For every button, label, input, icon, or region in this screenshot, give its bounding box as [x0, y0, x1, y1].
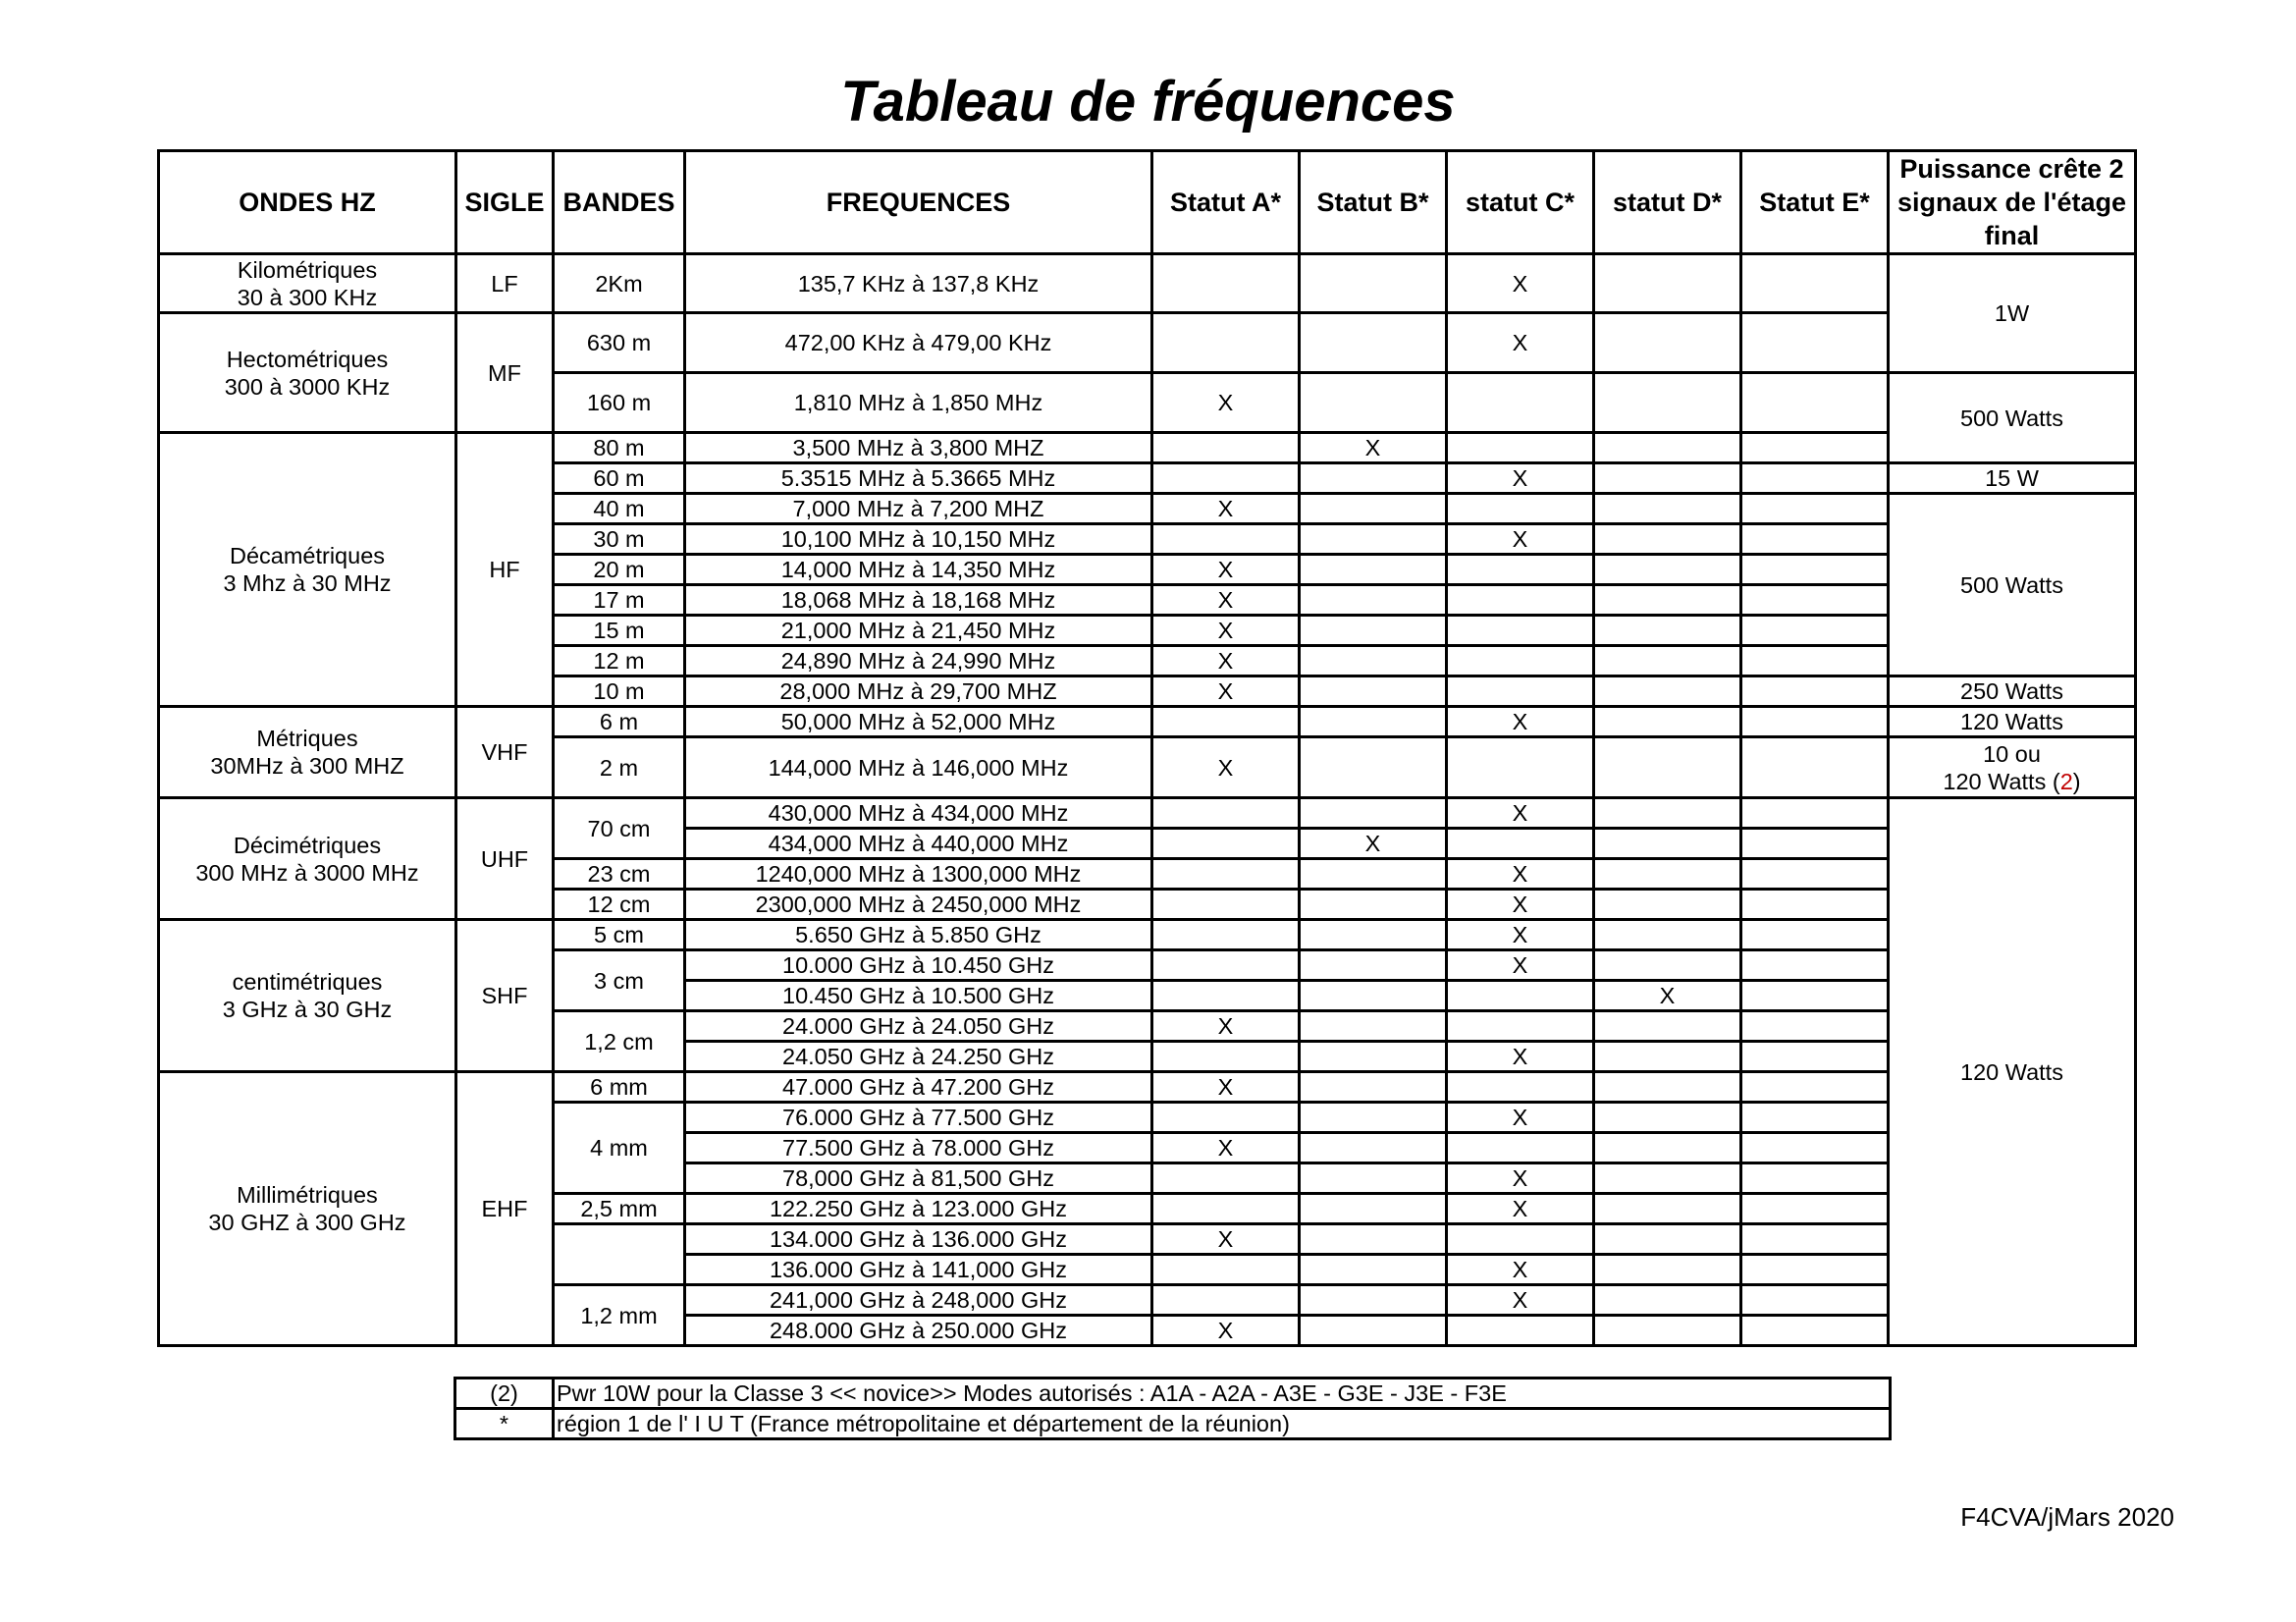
status-d-cell: [1594, 463, 1741, 494]
status-e-cell: [1741, 1194, 1889, 1224]
frequency-cell: 10.450 GHz à 10.500 GHz: [685, 981, 1152, 1011]
status-e-cell: [1741, 254, 1889, 313]
status-e-cell: [1741, 676, 1889, 707]
status-mark-cell: X: [1152, 1316, 1300, 1346]
zone-range: 3 GHz à 30 GHz: [222, 997, 393, 1022]
status-mark-cell: X: [1300, 829, 1447, 859]
sigle-cell: VHF: [456, 707, 554, 798]
status-a-cell: [1152, 1042, 1300, 1072]
status-mark-cell: X: [1447, 1285, 1594, 1316]
power-cell: 250 Watts: [1889, 676, 2136, 707]
header-statut-c: statut C*: [1447, 151, 1594, 254]
sigle-cell: HF: [456, 433, 554, 707]
status-mark-cell: X: [1447, 313, 1594, 373]
status-mark-cell: X: [1152, 1133, 1300, 1163]
frequency-cell: 1240,000 MHz à 1300,000 MHz: [685, 859, 1152, 890]
status-b-cell: [1300, 1255, 1447, 1285]
status-a-cell: [1152, 433, 1300, 463]
band-cell: 4 mm: [554, 1103, 685, 1194]
status-a-cell: [1152, 254, 1300, 313]
status-d-cell: [1594, 737, 1741, 798]
status-d-cell: [1594, 676, 1741, 707]
frequency-cell: 7,000 MHz à 7,200 MHZ: [685, 494, 1152, 524]
frequency-cell: 47.000 GHz à 47.200 GHz: [685, 1072, 1152, 1103]
status-d-cell: [1594, 1224, 1741, 1255]
status-mark-cell: X: [1152, 737, 1300, 798]
status-e-cell: [1741, 1103, 1889, 1133]
status-d-cell: [1594, 524, 1741, 555]
status-a-cell: [1152, 950, 1300, 981]
note-row: [455, 1379, 1891, 1409]
status-d-cell: [1594, 859, 1741, 890]
status-mark-cell: X: [1447, 524, 1594, 555]
status-e-cell: [1741, 463, 1889, 494]
table-row: [159, 433, 2136, 463]
note-key: *: [455, 1409, 554, 1439]
status-mark-cell: X: [1152, 1011, 1300, 1042]
power-cell: [1889, 737, 2136, 798]
band-cell: 10 m: [554, 676, 685, 707]
status-b-cell: [1300, 646, 1447, 676]
table-row: [159, 707, 2136, 737]
band-cell: 15 m: [554, 616, 685, 646]
status-e-cell: [1741, 616, 1889, 646]
status-a-cell: [1152, 313, 1300, 373]
status-a-cell: [1152, 1194, 1300, 1224]
frequency-cell: 77.500 GHz à 78.000 GHz: [685, 1133, 1152, 1163]
status-e-cell: [1741, 890, 1889, 920]
status-c-cell: [1447, 646, 1594, 676]
status-d-cell: [1594, 829, 1741, 859]
status-d-cell: [1594, 646, 1741, 676]
page-title: Tableau de fréquences: [840, 70, 1456, 134]
band-cell: 1,2 cm: [554, 1011, 685, 1072]
header-statut-a: Statut A*: [1152, 151, 1300, 254]
status-d-cell: [1594, 920, 1741, 950]
band-cell: 2 m: [554, 737, 685, 798]
status-mark-cell: X: [1447, 1103, 1594, 1133]
zone-name: Métriques: [256, 726, 358, 751]
status-c-cell: [1447, 1224, 1594, 1255]
zone-range: 300 à 3000 KHz: [224, 373, 391, 400]
status-a-cell: [1152, 859, 1300, 890]
frequency-cell: 3,500 MHz à 3,800 MHZ: [685, 433, 1152, 463]
power-cell: 120 Watts: [1889, 798, 2136, 1346]
band-cell: 1,2 mm: [554, 1285, 685, 1346]
status-mark-cell: X: [1447, 920, 1594, 950]
frequency-cell: 5.650 GHz à 5.850 GHz: [685, 920, 1152, 950]
table-row: [159, 313, 2136, 373]
zone-name: Décamétriques: [229, 543, 386, 568]
status-c-cell: [1447, 555, 1594, 585]
band-cell: 40 m: [554, 494, 685, 524]
status-a-cell: [1152, 707, 1300, 737]
power-cell: 15 W: [1889, 463, 2136, 494]
status-mark-cell: X: [1447, 859, 1594, 890]
status-c-cell: [1447, 1011, 1594, 1042]
status-e-cell: [1741, 494, 1889, 524]
zone-cell: [159, 313, 456, 433]
status-e-cell: [1741, 313, 1889, 373]
frequency-cell: 28,000 MHz à 29,700 MHZ: [685, 676, 1152, 707]
status-b-cell: [1300, 737, 1447, 798]
status-b-cell: [1300, 1224, 1447, 1255]
frequency-cell: 24.000 GHz à 24.050 GHz: [685, 1011, 1152, 1042]
status-c-cell: [1447, 494, 1594, 524]
band-cell: 12 m: [554, 646, 685, 676]
zone-cell: [159, 707, 456, 798]
status-c-cell: [1447, 676, 1594, 707]
status-mark-cell: X: [1594, 981, 1741, 1011]
status-mark-cell: X: [1152, 646, 1300, 676]
note-text: région 1 de l' I U T (France métropolitaine et département de la réunion): [554, 1409, 1891, 1439]
status-e-cell: [1741, 737, 1889, 798]
frequency-cell: 122.250 GHz à 123.000 GHz: [685, 1194, 1152, 1224]
status-e-cell: [1741, 1011, 1889, 1042]
frequency-cell: 10,100 MHz à 10,150 MHz: [685, 524, 1152, 555]
status-c-cell: [1447, 981, 1594, 1011]
frequency-cell: 472,00 KHz à 479,00 KHz: [685, 313, 1152, 373]
status-b-cell: [1300, 585, 1447, 616]
zone-name: Millimétriques: [237, 1182, 378, 1208]
status-e-cell: [1741, 433, 1889, 463]
status-d-cell: [1594, 585, 1741, 616]
header-statut-e: Statut E*: [1741, 151, 1889, 254]
status-e-cell: [1741, 829, 1889, 859]
status-e-cell: [1741, 1072, 1889, 1103]
frequency-cell: 78,000 GHz à 81,500 GHz: [685, 1163, 1152, 1194]
sigle-cell: MF: [456, 313, 554, 433]
status-e-cell: [1741, 798, 1889, 829]
power-value: 10 ou: [1983, 740, 2041, 767]
power-cell: 120 Watts: [1889, 707, 2136, 737]
status-d-cell: [1594, 1133, 1741, 1163]
frequency-cell: 248.000 GHz à 250.000 GHz: [685, 1316, 1152, 1346]
zone-name: centimétriques: [232, 969, 383, 995]
status-b-cell: [1300, 373, 1447, 433]
frequency-cell: 144,000 MHz à 146,000 MHz: [685, 737, 1152, 798]
band-cell: 630 m: [554, 313, 685, 373]
band-cell: 12 cm: [554, 890, 685, 920]
status-a-cell: [1152, 1255, 1300, 1285]
status-d-cell: [1594, 798, 1741, 829]
status-mark-cell: X: [1447, 1042, 1594, 1072]
footnote-ref: 2: [2059, 768, 2073, 794]
status-b-cell: [1300, 676, 1447, 707]
status-a-cell: [1152, 981, 1300, 1011]
status-e-cell: [1741, 1133, 1889, 1163]
band-cell: 2,5 mm: [554, 1194, 685, 1224]
band-cell: 23 cm: [554, 859, 685, 890]
frequency-cell: 134.000 GHz à 136.000 GHz: [685, 1224, 1152, 1255]
frequency-cell: 76.000 GHz à 77.500 GHz: [685, 1103, 1152, 1133]
status-b-cell: [1300, 950, 1447, 981]
zone-name: Kilométriques: [237, 256, 378, 283]
frequency-cell: 10.000 GHz à 10.450 GHz: [685, 950, 1152, 981]
status-mark-cell: X: [1447, 1255, 1594, 1285]
status-a-cell: [1152, 890, 1300, 920]
band-cell: [554, 1224, 685, 1285]
frequency-cell: 24,890 MHz à 24,990 MHz: [685, 646, 1152, 676]
status-d-cell: [1594, 313, 1741, 373]
status-e-cell: [1741, 555, 1889, 585]
note-row: [455, 1409, 1891, 1439]
status-d-cell: [1594, 616, 1741, 646]
status-e-cell: [1741, 646, 1889, 676]
header-statut-b: Statut B*: [1300, 151, 1447, 254]
status-mark-cell: X: [1447, 707, 1594, 737]
band-cell: 2Km: [554, 254, 685, 313]
header-frequences: FREQUENCES: [685, 151, 1152, 254]
status-d-cell: [1594, 1042, 1741, 1072]
status-mark-cell: X: [1300, 433, 1447, 463]
status-e-cell: [1741, 1042, 1889, 1072]
note-text: Pwr 10W pour la Classe 3 << novice>> Modes autorisés : A1A - A2A - A3E - G3E - J3E - F3E: [554, 1379, 1891, 1409]
status-c-cell: [1447, 585, 1594, 616]
status-e-cell: [1741, 1316, 1889, 1346]
power-cell: 1W: [1889, 254, 2136, 373]
status-b-cell: [1300, 1042, 1447, 1072]
status-mark-cell: X: [1447, 254, 1594, 313]
zone-range: 3 Mhz à 30 MHz: [223, 570, 392, 596]
table-row: [159, 920, 2136, 950]
zone-cell: [159, 254, 456, 313]
power-value: 120 Watts (: [1943, 768, 2060, 794]
zone-range: 30 à 300 KHz: [237, 284, 378, 310]
band-cell: 80 m: [554, 433, 685, 463]
status-b-cell: [1300, 1072, 1447, 1103]
frequency-table: [157, 149, 2137, 1347]
header-puissance: Puissance crête 2 signaux de l'étage final: [1889, 151, 2136, 254]
status-a-cell: [1152, 920, 1300, 950]
status-mark-cell: X: [1152, 555, 1300, 585]
status-b-cell: [1300, 981, 1447, 1011]
status-c-cell: [1447, 433, 1594, 463]
band-cell: 20 m: [554, 555, 685, 585]
table-row: [159, 1072, 2136, 1103]
header-statut-d: statut D*: [1594, 151, 1741, 254]
status-d-cell: [1594, 1255, 1741, 1285]
status-d-cell: [1594, 1316, 1741, 1346]
zone-cell: [159, 433, 456, 707]
status-d-cell: [1594, 433, 1741, 463]
status-b-cell: [1300, 1011, 1447, 1042]
header-ondes: ONDES HZ: [159, 151, 456, 254]
band-cell: 5 cm: [554, 920, 685, 950]
band-cell: 70 cm: [554, 798, 685, 859]
status-e-cell: [1741, 981, 1889, 1011]
zone-range: 300 MHz à 3000 MHz: [195, 859, 419, 886]
status-b-cell: [1300, 254, 1447, 313]
status-a-cell: [1152, 1163, 1300, 1194]
status-d-cell: [1594, 254, 1741, 313]
frequency-cell: 2300,000 MHz à 2450,000 MHz: [685, 890, 1152, 920]
status-b-cell: [1300, 798, 1447, 829]
status-e-cell: [1741, 1224, 1889, 1255]
sigle-cell: UHF: [456, 798, 554, 920]
zone-range: 30 GHZ à 300 GHz: [208, 1210, 406, 1235]
band-cell: 17 m: [554, 585, 685, 616]
status-d-cell: [1594, 1072, 1741, 1103]
status-c-cell: [1447, 373, 1594, 433]
zone-cell: [159, 798, 456, 920]
status-d-cell: [1594, 555, 1741, 585]
frequency-cell: 136.000 GHz à 141,000 GHz: [685, 1255, 1152, 1285]
status-e-cell: [1741, 1255, 1889, 1285]
frequency-cell: 50,000 MHz à 52,000 MHz: [685, 707, 1152, 737]
status-mark-cell: X: [1152, 373, 1300, 433]
sigle-cell: SHF: [456, 920, 554, 1072]
status-mark-cell: X: [1152, 1072, 1300, 1103]
status-e-cell: [1741, 1163, 1889, 1194]
frequency-cell: 1,810 MHz à 1,850 MHz: [685, 373, 1152, 433]
status-mark-cell: X: [1152, 585, 1300, 616]
status-e-cell: [1741, 373, 1889, 433]
status-b-cell: [1300, 1133, 1447, 1163]
status-d-cell: [1594, 1163, 1741, 1194]
status-a-cell: [1152, 1285, 1300, 1316]
status-mark-cell: X: [1447, 1194, 1594, 1224]
power-value: ): [2072, 768, 2081, 794]
status-c-cell: [1447, 737, 1594, 798]
note-key: (2): [455, 1379, 554, 1409]
status-a-cell: [1152, 524, 1300, 555]
status-mark-cell: X: [1447, 463, 1594, 494]
frequency-cell: 14,000 MHz à 14,350 MHz: [685, 555, 1152, 585]
table-row: [159, 798, 2136, 829]
status-e-cell: [1741, 920, 1889, 950]
status-b-cell: [1300, 859, 1447, 890]
status-b-cell: [1300, 1103, 1447, 1133]
status-d-cell: [1594, 1194, 1741, 1224]
zone-name: Hectométriques: [226, 346, 389, 372]
status-a-cell: [1152, 798, 1300, 829]
power-cell: 500 Watts: [1889, 494, 2136, 676]
notes-table: [454, 1377, 1892, 1440]
status-mark-cell: X: [1152, 676, 1300, 707]
status-b-cell: [1300, 1163, 1447, 1194]
status-e-cell: [1741, 707, 1889, 737]
frequency-cell: 18,068 MHz à 18,168 MHz: [685, 585, 1152, 616]
header-bandes: BANDES: [554, 151, 685, 254]
band-cell: 3 cm: [554, 950, 685, 1011]
status-d-cell: [1594, 890, 1741, 920]
status-b-cell: [1300, 555, 1447, 585]
status-d-cell: [1594, 1011, 1741, 1042]
status-b-cell: [1300, 494, 1447, 524]
status-e-cell: [1741, 524, 1889, 555]
status-e-cell: [1741, 950, 1889, 981]
frequency-cell: 430,000 MHz à 434,000 MHz: [685, 798, 1152, 829]
status-b-cell: [1300, 313, 1447, 373]
status-mark-cell: X: [1447, 1163, 1594, 1194]
status-mark-cell: X: [1447, 798, 1594, 829]
frequency-cell: 21,000 MHz à 21,450 MHz: [685, 616, 1152, 646]
status-b-cell: [1300, 1194, 1447, 1224]
status-c-cell: [1447, 616, 1594, 646]
frequency-cell: 135,7 KHz à 137,8 KHz: [685, 254, 1152, 313]
status-d-cell: [1594, 1103, 1741, 1133]
credit: F4CVA/jMars 2020: [1960, 1502, 2174, 1532]
status-a-cell: [1152, 829, 1300, 859]
power-cell: 500 Watts: [1889, 373, 2136, 463]
sigle-cell: EHF: [456, 1072, 554, 1346]
status-e-cell: [1741, 859, 1889, 890]
zone-name: Décimétriques: [233, 832, 382, 858]
status-b-cell: [1300, 707, 1447, 737]
status-d-cell: [1594, 707, 1741, 737]
band-cell: 160 m: [554, 373, 685, 433]
status-e-cell: [1741, 585, 1889, 616]
frequency-cell: 24.050 GHz à 24.250 GHz: [685, 1042, 1152, 1072]
status-a-cell: [1152, 1103, 1300, 1133]
zone-cell: [159, 920, 456, 1072]
status-d-cell: [1594, 1285, 1741, 1316]
status-b-cell: [1300, 920, 1447, 950]
status-b-cell: [1300, 890, 1447, 920]
band-cell: 6 m: [554, 707, 685, 737]
status-b-cell: [1300, 524, 1447, 555]
status-c-cell: [1447, 1133, 1594, 1163]
status-d-cell: [1594, 950, 1741, 981]
band-cell: 60 m: [554, 463, 685, 494]
status-mark-cell: X: [1152, 494, 1300, 524]
status-mark-cell: X: [1447, 890, 1594, 920]
status-b-cell: [1300, 616, 1447, 646]
status-a-cell: [1152, 463, 1300, 494]
band-cell: 30 m: [554, 524, 685, 555]
table-body: [159, 254, 2136, 1346]
status-c-cell: [1447, 1072, 1594, 1103]
header-sigle: SIGLE: [456, 151, 554, 254]
zone-cell: [159, 1072, 456, 1346]
frequency-cell: 5.3515 MHz à 5.3665 MHz: [685, 463, 1152, 494]
status-b-cell: [1300, 1285, 1447, 1316]
status-mark-cell: X: [1152, 1224, 1300, 1255]
status-mark-cell: X: [1447, 950, 1594, 981]
frequency-cell: 434,000 MHz à 440,000 MHz: [685, 829, 1152, 859]
table-row: [159, 254, 2136, 313]
status-e-cell: [1741, 1285, 1889, 1316]
zone-range: 30MHz à 300 MHZ: [210, 753, 404, 779]
status-mark-cell: X: [1152, 616, 1300, 646]
band-cell: 6 mm: [554, 1072, 685, 1103]
status-c-cell: [1447, 1316, 1594, 1346]
status-d-cell: [1594, 373, 1741, 433]
sigle-cell: LF: [456, 254, 554, 313]
frequency-cell: 241,000 GHz à 248,000 GHz: [685, 1285, 1152, 1316]
status-d-cell: [1594, 494, 1741, 524]
status-c-cell: [1447, 829, 1594, 859]
status-b-cell: [1300, 463, 1447, 494]
status-b-cell: [1300, 1316, 1447, 1346]
